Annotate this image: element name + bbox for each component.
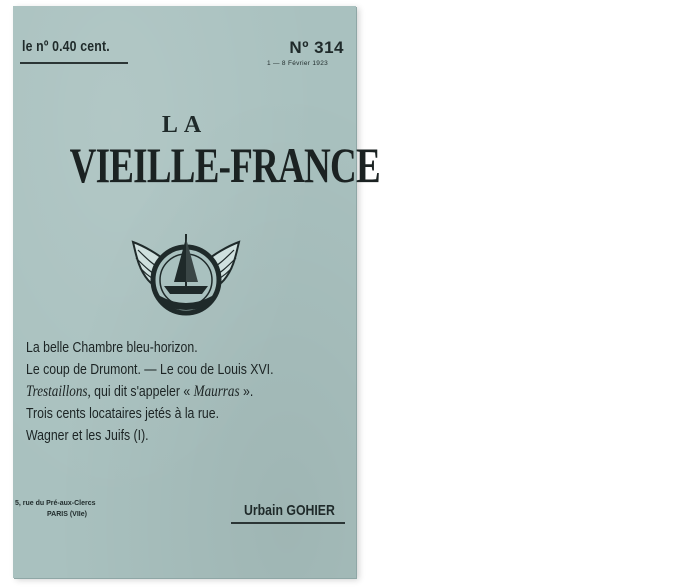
publisher-address: 5, rue du Pré-aux-Clercs <box>15 500 96 507</box>
headline-italic-name: Trestaillons, <box>26 383 91 400</box>
headline-text: ». <box>239 383 254 400</box>
headline-list <box>26 337 356 447</box>
headline-item: Le coup de Drumont. — Le cou de Louis XVI. <box>26 361 274 378</box>
issue-date: 1 — 8 Février 1923 <box>267 60 329 67</box>
author-underline <box>231 522 345 524</box>
magazine-cover <box>13 6 380 578</box>
headline-item: Wagner et les Juifs (I). <box>26 427 149 444</box>
title-main: VIEILLE-FRANCE <box>69 137 380 193</box>
issue-number: Nº 314 <box>289 38 344 57</box>
publisher-city: PARIS (VIIe) <box>47 511 87 518</box>
title-article: LA <box>161 112 208 138</box>
headline-item: Trois cents locataires jetés à la rue. <box>26 405 220 422</box>
headline-item: La belle Chambre bleu-horizon. <box>26 339 198 356</box>
winged-ship-emblem-icon <box>130 224 242 322</box>
headline-item <box>26 381 297 403</box>
price-underline <box>20 62 128 64</box>
author-name: Urbain GOHIER <box>244 502 335 519</box>
headline-italic-name: Maurras <box>193 383 240 400</box>
headline-text: qui dit s'appeler « <box>90 383 194 400</box>
price-label: le nº 0.40 cent. <box>22 38 110 55</box>
